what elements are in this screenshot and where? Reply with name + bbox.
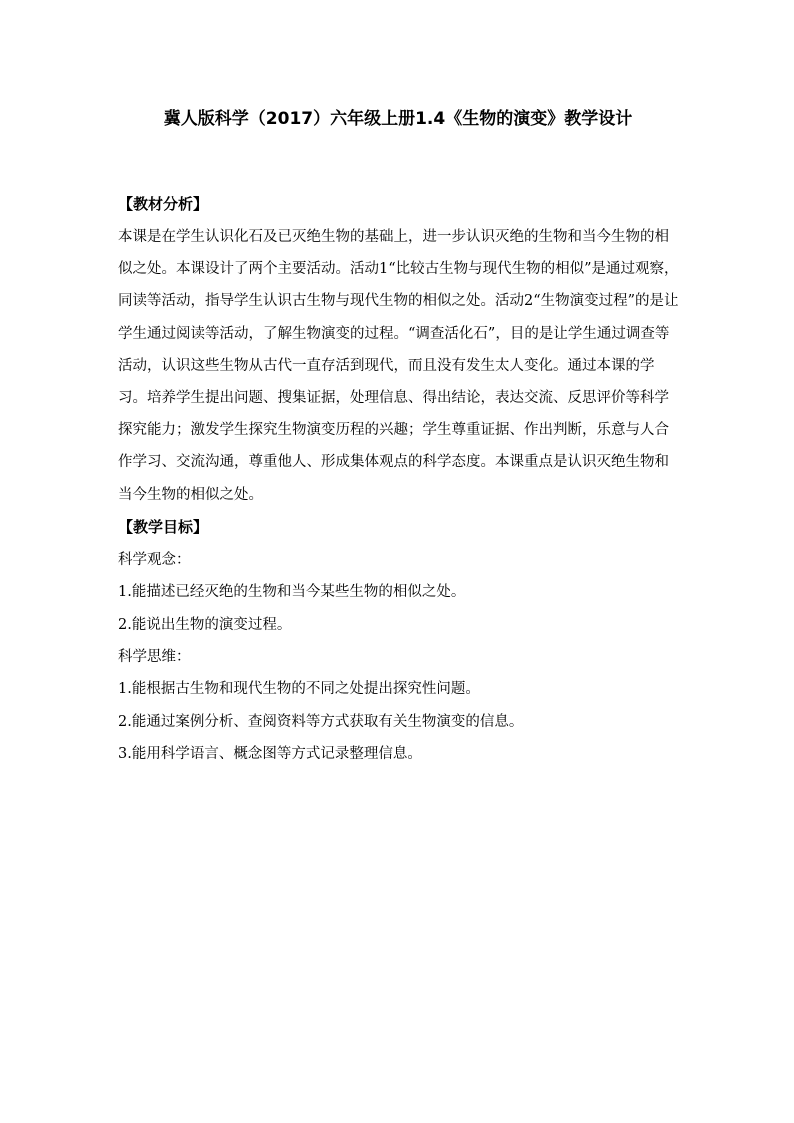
section-heading-teaching-goals: 【教学目标】 bbox=[118, 517, 209, 536]
section-heading-textbook-analysis: 【教材分析】 bbox=[118, 195, 209, 213]
goal-category-science-thinking: 科学思维： bbox=[118, 649, 191, 666]
goal-item: 1.能描述已经灭绝的生物和当今某些生物的相似之处。 bbox=[118, 584, 466, 601]
goal-item: 1.能根据古生物和现代生物的不同之处提出探究性问题。 bbox=[118, 681, 480, 698]
document-body bbox=[118, 188, 680, 771]
goal-item: 2.能通过案例分析、查阅资料等方式获取有关生物演变的信息。 bbox=[118, 713, 524, 730]
textbook-analysis-paragraph: 本课是在学生认识化石及已灭绝生物的基础上，进一步认识灭绝的生物和当今生物的相似之处。本课设计了两个主要活动。活动1“比较古生物与现代生物的相似”是通过观察，同读等活动，指导学生认识古生物与现代生物的相似之处。活动2“生物演变过程”的是让学生通过阅读等活动，了解生物演变的过程。“调查活化石”，目的是让学生通过调查等活动，认识这些生物从古代一直存活到现代，而且没有发生太人变化。通过本课的学习。培养学生提出问题、搜集证据，处理信息、得出结论，表达交流、反思评价等科学探究能力；激发学生探究生物演变历程的兴趣；学生尊重证据、作出判断，乐意与人合作学习、交流沟通，尊重他人、形成集体观点的科学态度。本课重点是认识灭绝生物和当今生物的相似之处。 bbox=[118, 229, 679, 503]
goal-item: 3.能用科学语言、概念图等方式记录整理信息。 bbox=[118, 746, 422, 763]
goal-category-science-concept: 科学观念： bbox=[118, 551, 191, 568]
goal-item: 2.能说出生物的演变过程。 bbox=[118, 616, 292, 633]
document-title: 冀人版科学（2017）六年级上册1.4《生物的演变》教学设计 bbox=[163, 109, 633, 129]
